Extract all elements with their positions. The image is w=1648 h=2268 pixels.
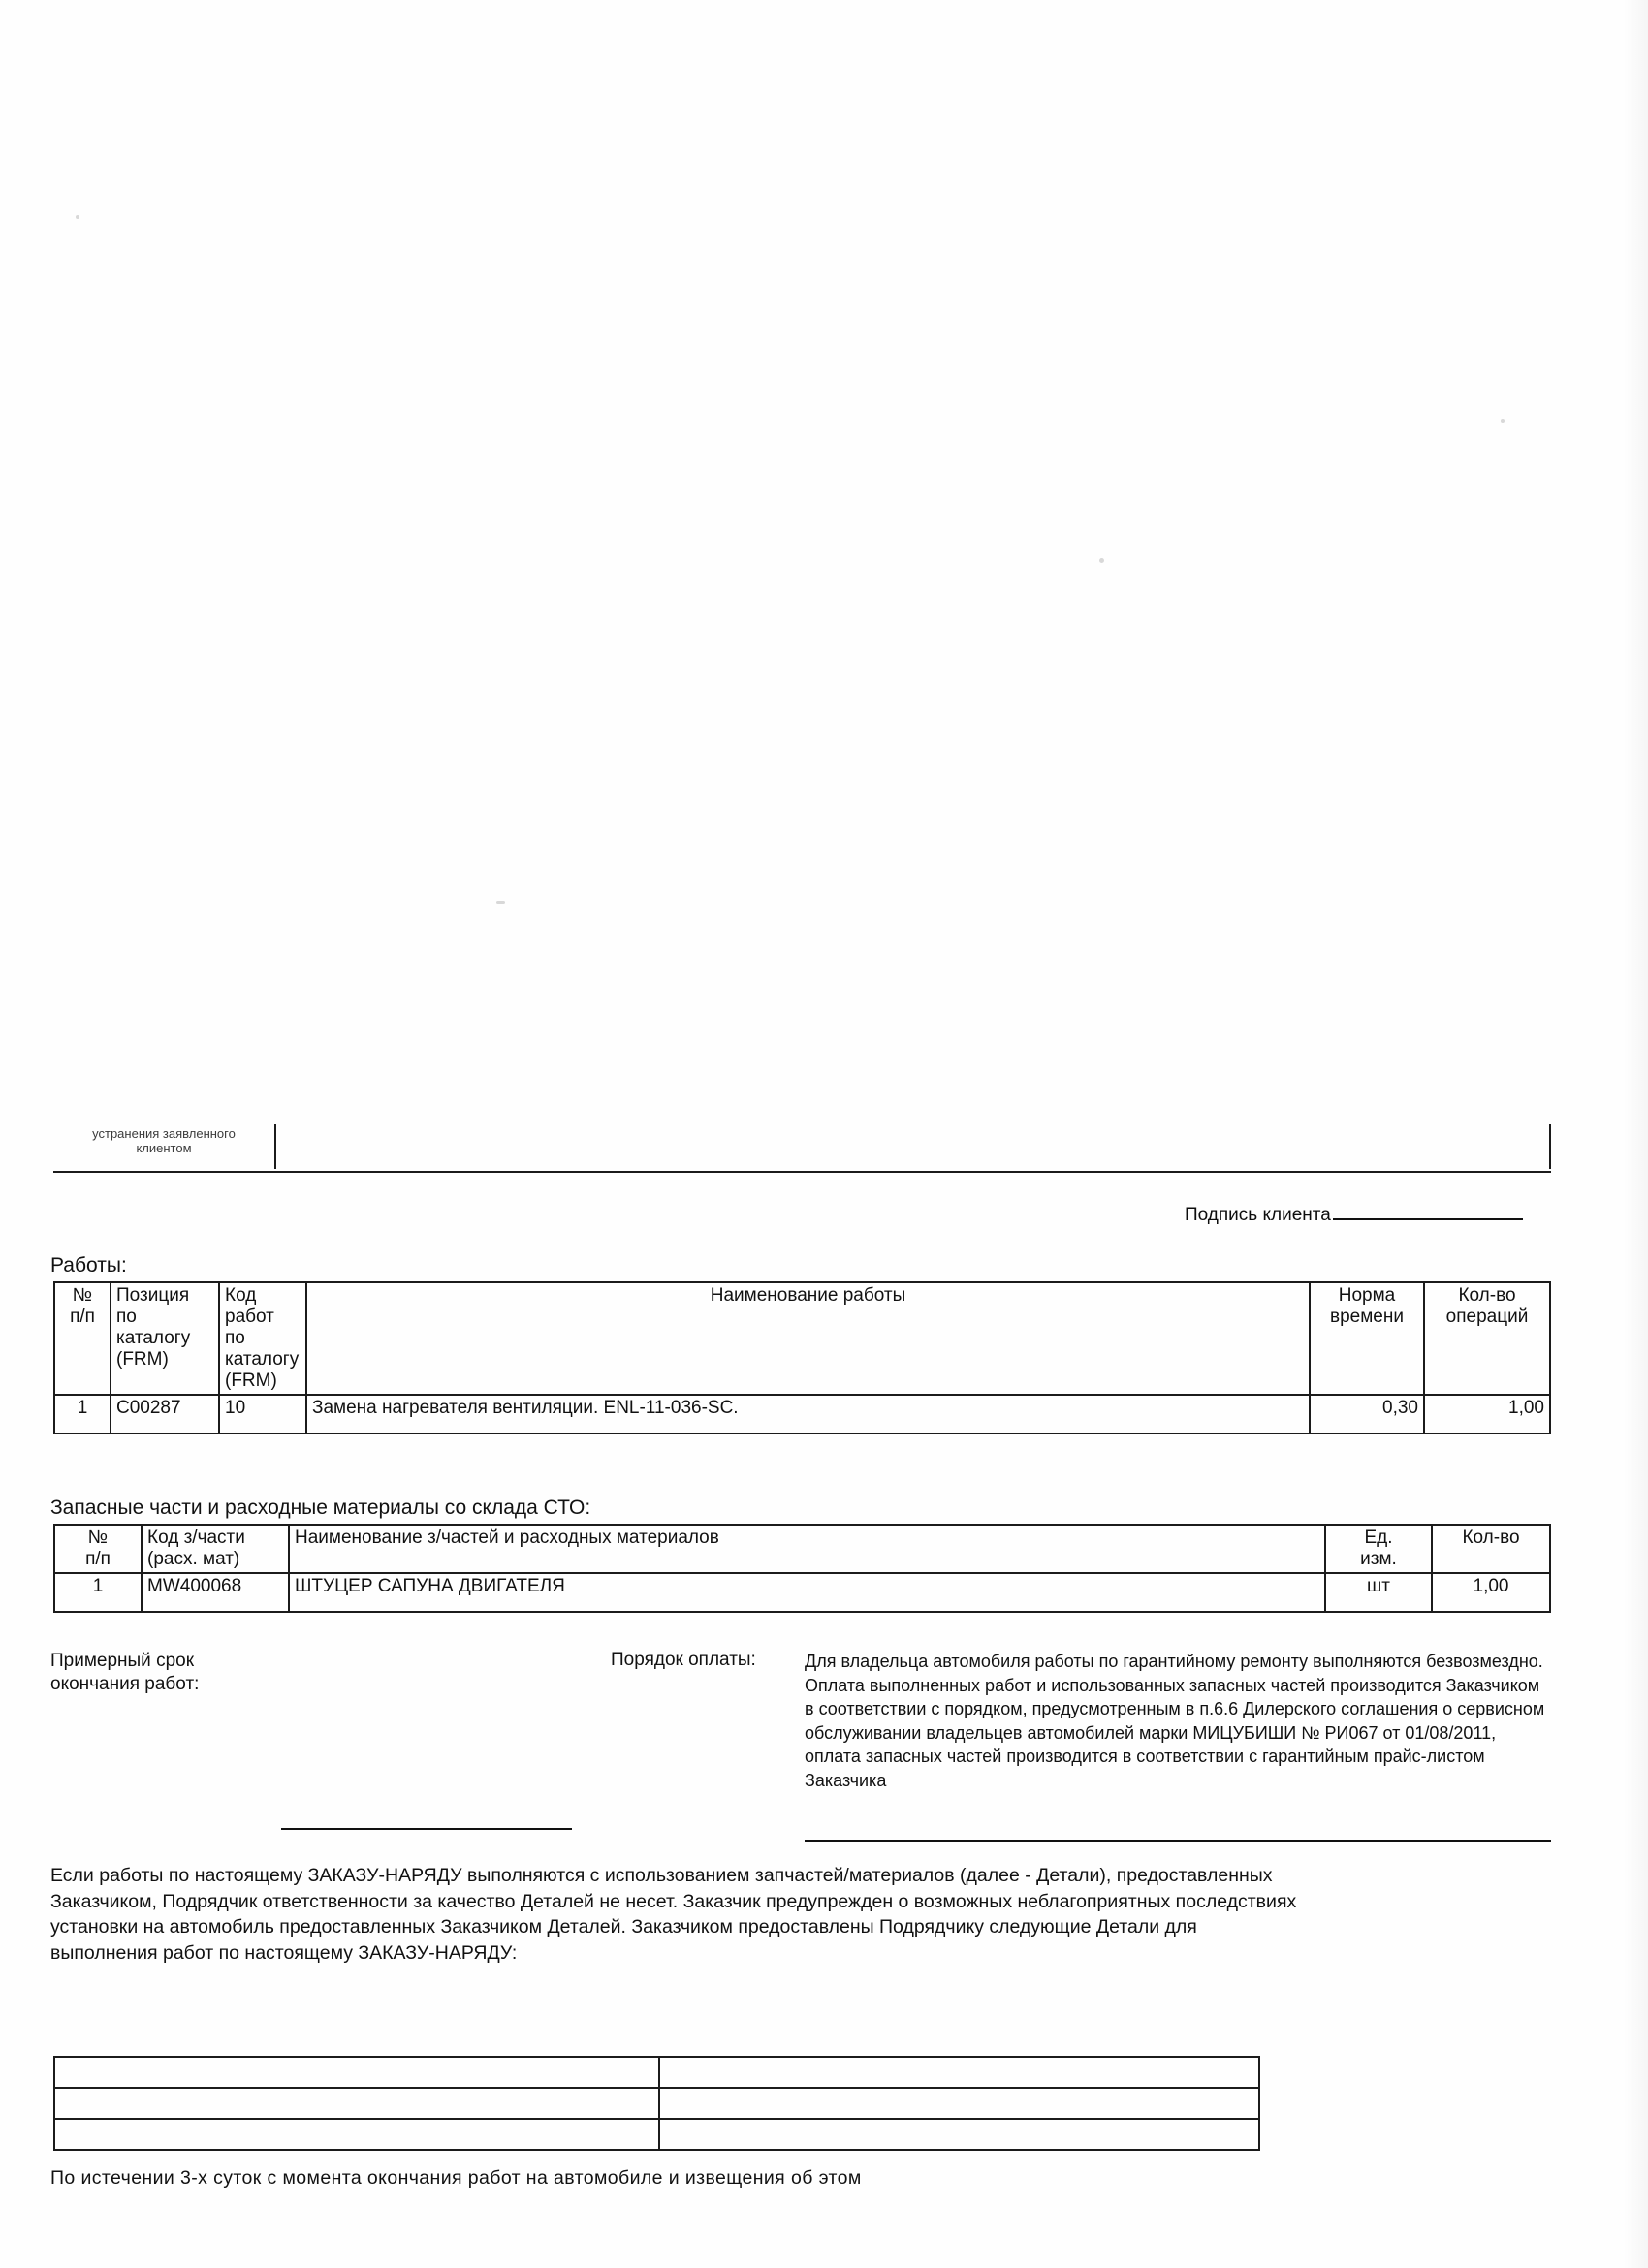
- payment-order-label: Порядок оплаты:: [611, 1650, 756, 1670]
- parts-header-code-line2: (расх. мат): [147, 1549, 240, 1569]
- parts-row-qty: 1,00: [1432, 1573, 1550, 1612]
- parts-row-name: ШТУЦЕР САПУНА ДВИГАТЕЛЯ: [289, 1573, 1325, 1612]
- signature-rule: [1333, 1205, 1523, 1220]
- table-row: [54, 2088, 1259, 2119]
- scan-speck: [76, 215, 79, 219]
- parts-header-num: [54, 1525, 142, 1573]
- table-row: [54, 2057, 1259, 2088]
- parts-header-code: [142, 1525, 289, 1573]
- works-header-code-line1: Код: [225, 1285, 257, 1306]
- parts-header-unit-line2: изм.: [1360, 1549, 1397, 1569]
- scan-speck: [1099, 558, 1104, 563]
- details-cell-b: [659, 2057, 1259, 2088]
- top-table-fragment: [53, 1124, 1551, 1173]
- parts-header-unit: [1325, 1525, 1432, 1573]
- top-fragment-left-cell-line2: клиентом: [136, 1141, 192, 1155]
- parts-header-num-line1: №: [87, 1528, 109, 1548]
- works-row-code: 10: [219, 1395, 306, 1433]
- parts-header-num-line2: п/п: [85, 1549, 111, 1569]
- works-header-code: [219, 1282, 306, 1395]
- works-header-num-line2: п/п: [70, 1307, 95, 1327]
- works-header-count-line1: Кол-во: [1458, 1285, 1516, 1306]
- scan-speck: [496, 901, 505, 904]
- works-row-position: C00287: [111, 1395, 219, 1433]
- works-header-position-line1: Позиция: [116, 1285, 190, 1306]
- works-row-count: 1,00: [1424, 1395, 1550, 1433]
- works-row-num: 1: [54, 1395, 111, 1433]
- payment-order-text: Для владельца автомобиля работы по гарантийному ремонту выполняются безвозмездно. Оплата выполненных работ и использованных запасных частей производится Заказчиком в соответствии с порядком, предусмотренным в п.6.6 Дилерского соглашения о сервисном обслуживании владельцев автомобилей марки МИЦУБИШИ № РИ067 от 01/08/2011, оплата запасных частей производится в соответствии с гарантийным прайс-листом Заказчика: [805, 1652, 1545, 1790]
- works-row-norm: 0,30: [1310, 1395, 1424, 1433]
- works-section-caption: Работы:: [50, 1254, 127, 1276]
- client-signature-label: Подпись клиента: [1185, 1205, 1331, 1225]
- works-header-name: Наименование работы: [306, 1282, 1310, 1395]
- scan-speck: [1501, 419, 1505, 423]
- works-header-code-line5: (FRM): [225, 1370, 277, 1391]
- works-row-name: Замена нагревателя вентиляции. ENL-11-036-SC.: [306, 1395, 1310, 1433]
- works-header-norm-line1: Норма: [1338, 1285, 1396, 1306]
- parts-table: [53, 1524, 1551, 1613]
- term-block: [50, 1650, 199, 1696]
- parts-header-name: Наименование з/частей и расходных материалов: [289, 1525, 1325, 1573]
- works-header-code-line4: каталогу: [225, 1349, 300, 1370]
- works-header-code-line2: работ: [225, 1307, 274, 1327]
- details-cell-a: [54, 2057, 659, 2088]
- term-line1: Примерный срок: [50, 1651, 195, 1671]
- details-cell-a: [54, 2088, 659, 2119]
- works-header-position-line3: каталогу: [116, 1328, 191, 1348]
- works-table: [53, 1281, 1551, 1434]
- client-signature-field: [1185, 1205, 1523, 1226]
- works-header-count-line2: операций: [1445, 1307, 1529, 1327]
- works-header-num: [54, 1282, 111, 1395]
- works-header-position-line4: (FRM): [116, 1349, 169, 1370]
- table-row: [54, 1573, 1550, 1612]
- payment-order-rule: [805, 1840, 1551, 1842]
- works-header-num-line1: №: [72, 1285, 93, 1306]
- term-value-rule: [281, 1828, 572, 1830]
- parts-section-caption: Запасные части и расходные материалы со склада СТО:: [50, 1496, 591, 1519]
- works-header-count: [1424, 1282, 1550, 1395]
- details-cell-b: [659, 2119, 1259, 2150]
- parts-header-unit-line1: Ед.: [1364, 1528, 1393, 1548]
- parts-row-unit: шт: [1325, 1573, 1432, 1612]
- details-cell-a: [54, 2119, 659, 2150]
- parts-row-num: 1: [54, 1573, 142, 1612]
- works-table-header-row: [54, 1282, 1550, 1395]
- parts-header-code-line1: Код з/части: [147, 1528, 245, 1548]
- customer-parts-paragraph: Если работы по настоящему ЗАКАЗУ-НАРЯДУ выполняются с использованием запчастей/материалов (далее - Детали), предоставленных Заказчиком, Подрядчик ответственности за качество Деталей не несет. Заказчик предупрежден о возможных неблагоприятных последствиях установки на автомобиль предоставленных Заказчиком Деталей. Заказчиком предоставлены Подрядчику следующие Детали для выполнения работ по настоящему ЗАКАЗУ-НАРЯДУ:: [50, 1865, 1297, 1964]
- table-row: [54, 1395, 1550, 1433]
- top-fragment-right-border: [1549, 1124, 1551, 1169]
- provided-details-table: [53, 2056, 1260, 2151]
- works-header-norm-line2: времени: [1330, 1307, 1404, 1327]
- page-edge-shading: [1623, 0, 1648, 2268]
- top-fragment-left-cell-line1: устранения заявленного: [92, 1126, 236, 1141]
- works-header-code-line3: по: [225, 1328, 245, 1348]
- parts-header-qty: Кол-во: [1432, 1525, 1550, 1573]
- details-cell-b: [659, 2088, 1259, 2119]
- works-header-norm: [1310, 1282, 1424, 1395]
- works-header-position-line2: по: [116, 1307, 137, 1327]
- parts-row-code: MW400068: [142, 1573, 289, 1612]
- parts-table-header-row: [54, 1525, 1550, 1573]
- top-fragment-left-cell: [53, 1124, 276, 1169]
- works-header-position: [111, 1282, 219, 1395]
- footer-paragraph: По истечении 3-х суток с момента окончания работ на автомобиле и извещения об этом: [50, 2167, 862, 2189]
- term-line2: окончания работ:: [50, 1674, 200, 1694]
- table-row: [54, 2119, 1259, 2150]
